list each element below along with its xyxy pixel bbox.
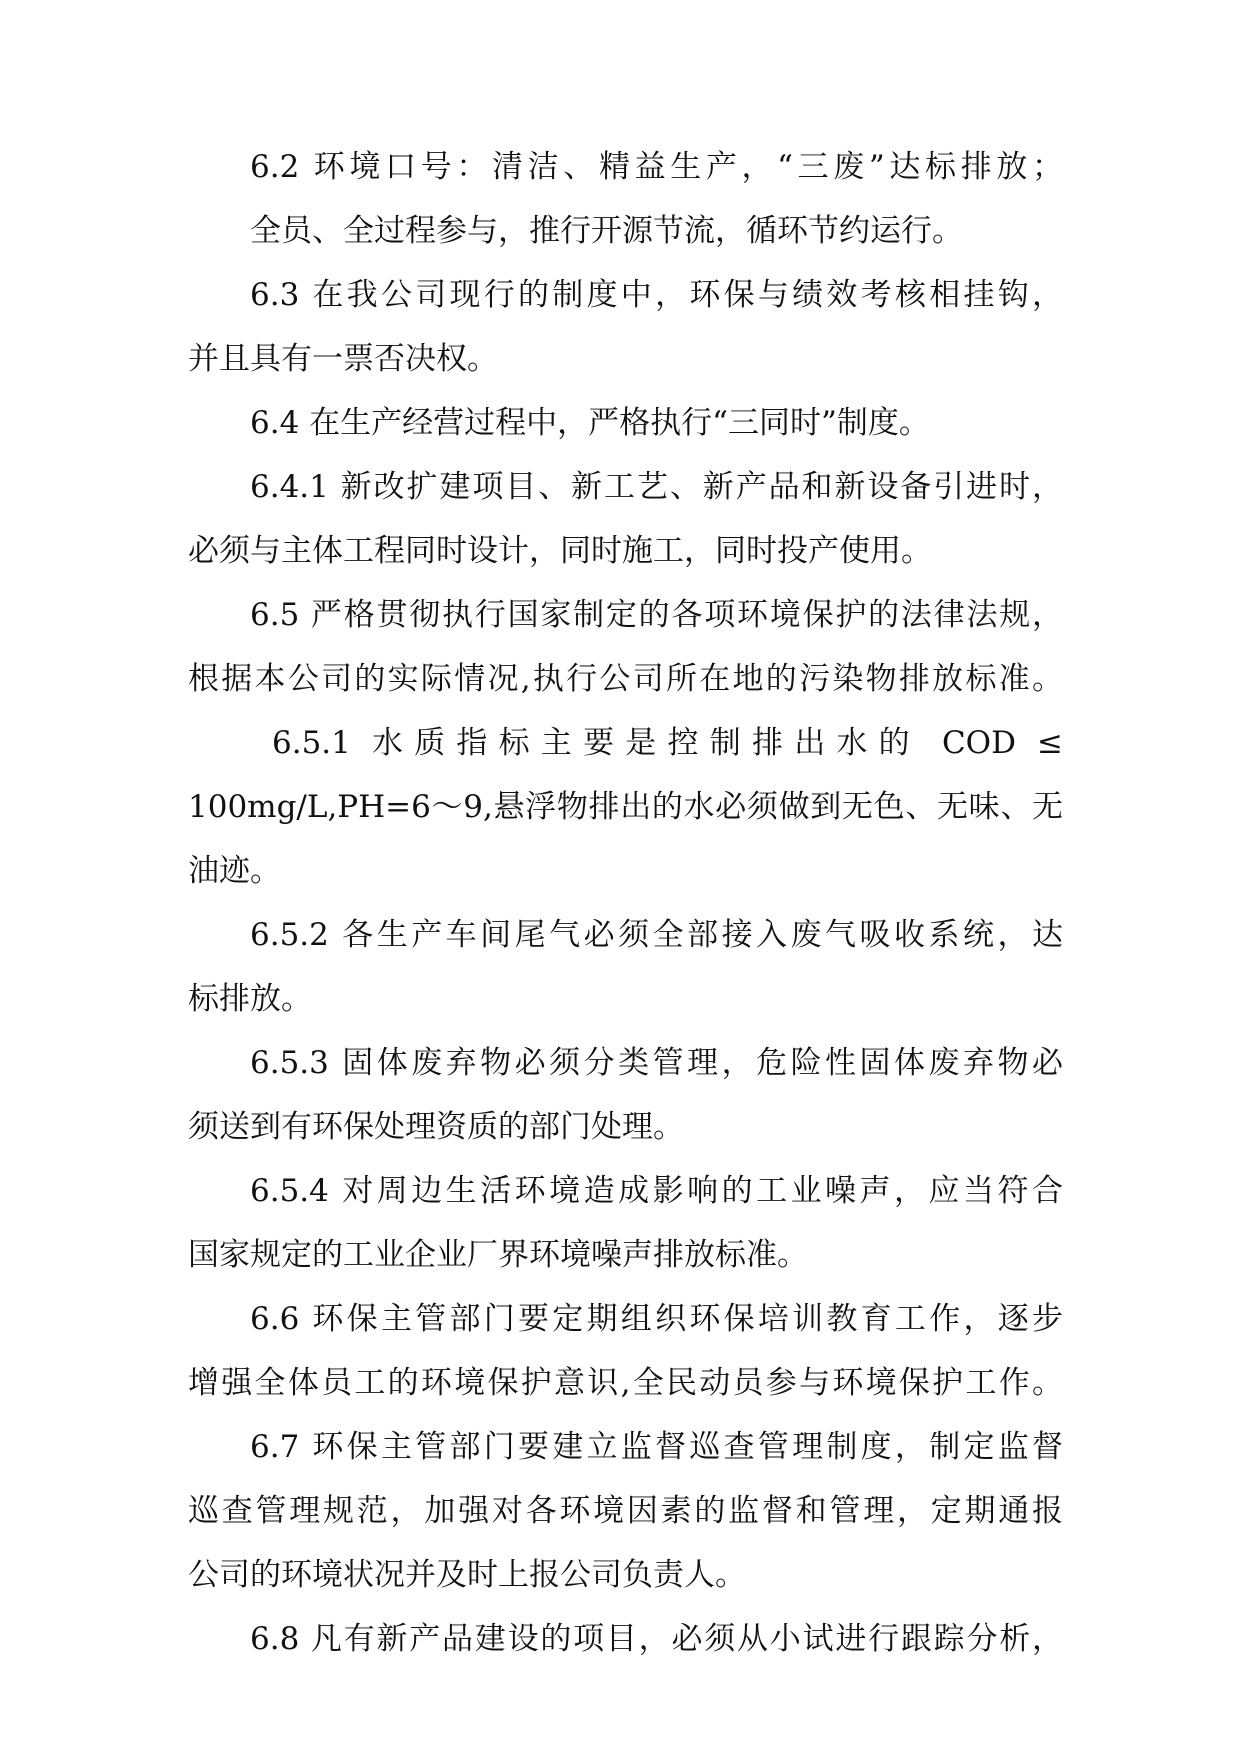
text-line: 6.5.3 固体废弃物必须分类管理，危险性固体废弃物必 (250, 1045, 1063, 1081)
text-line: 6.5.4 对周边生活环境造成影响的工业噪声，应当符合 (250, 1173, 1063, 1209)
text-line: 6.4.1 新改扩建项目、新工艺、新产品和新设备引进时， (250, 469, 1063, 505)
text-line: 6.7 环保主管部门要建立监督巡查管理制度，制定监督 (250, 1429, 1063, 1465)
text-line: 巡查管理规范，加强对各环境因素的监督和管理，定期通报 (188, 1493, 1063, 1529)
text-line: 6.2 环境口号：清洁、精益生产，“三废”达标排放； (250, 149, 1063, 185)
text-line: 100mg/L,PH=6～9,悬浮物排出的水必须做到无色、无味、无 (188, 789, 1063, 825)
text-line: 公司的环境状况并及时上报公司负责人。 (188, 1557, 746, 1593)
text-line: 6.5.1 水质指标主要是控制排出水的 COD ≤ (272, 725, 1063, 761)
text-line: 6.5 严格贯彻执行国家制定的各项环境保护的法律法规， (250, 597, 1063, 633)
text-line: 6.5.2 各生产车间尾气必须全部接入废气吸收系统，达 (250, 917, 1063, 953)
text-line: 6.6 环保主管部门要定期组织环保培训教育工作，逐步 (250, 1301, 1063, 1337)
text-line: 增强全体员工的环境保护意识,全民动员参与环境保护工作。 (188, 1365, 1063, 1401)
text-line: 必须与主体工程同时设计，同时施工，同时投产使用。 (188, 533, 932, 569)
text-line: 国家规定的工业企业厂界环境噪声排放标准。 (188, 1237, 808, 1273)
text-line: 油迹。 (188, 853, 281, 889)
text-line: 须送到有环保处理资质的部门处理。 (188, 1109, 684, 1145)
text-line: 6.4 在生产经营过程中，严格执行“三同时”制度。 (250, 405, 930, 441)
text-line: 根据本公司的实际情况,执行公司所在地的污染物排放标准。 (188, 661, 1063, 697)
text-line: 6.8 凡有新产品建设的项目，必须从小试进行跟踪分析， (250, 1621, 1063, 1657)
text-line: 全员、全过程参与，推行开源节流，循环节约运行。 (250, 213, 963, 249)
text-line: 标排放。 (188, 981, 312, 1017)
text-line: 6.3 在我公司现行的制度中，环保与绩效考核相挂钩， (250, 277, 1063, 313)
text-line: 并且具有一票否决权。 (188, 341, 498, 377)
